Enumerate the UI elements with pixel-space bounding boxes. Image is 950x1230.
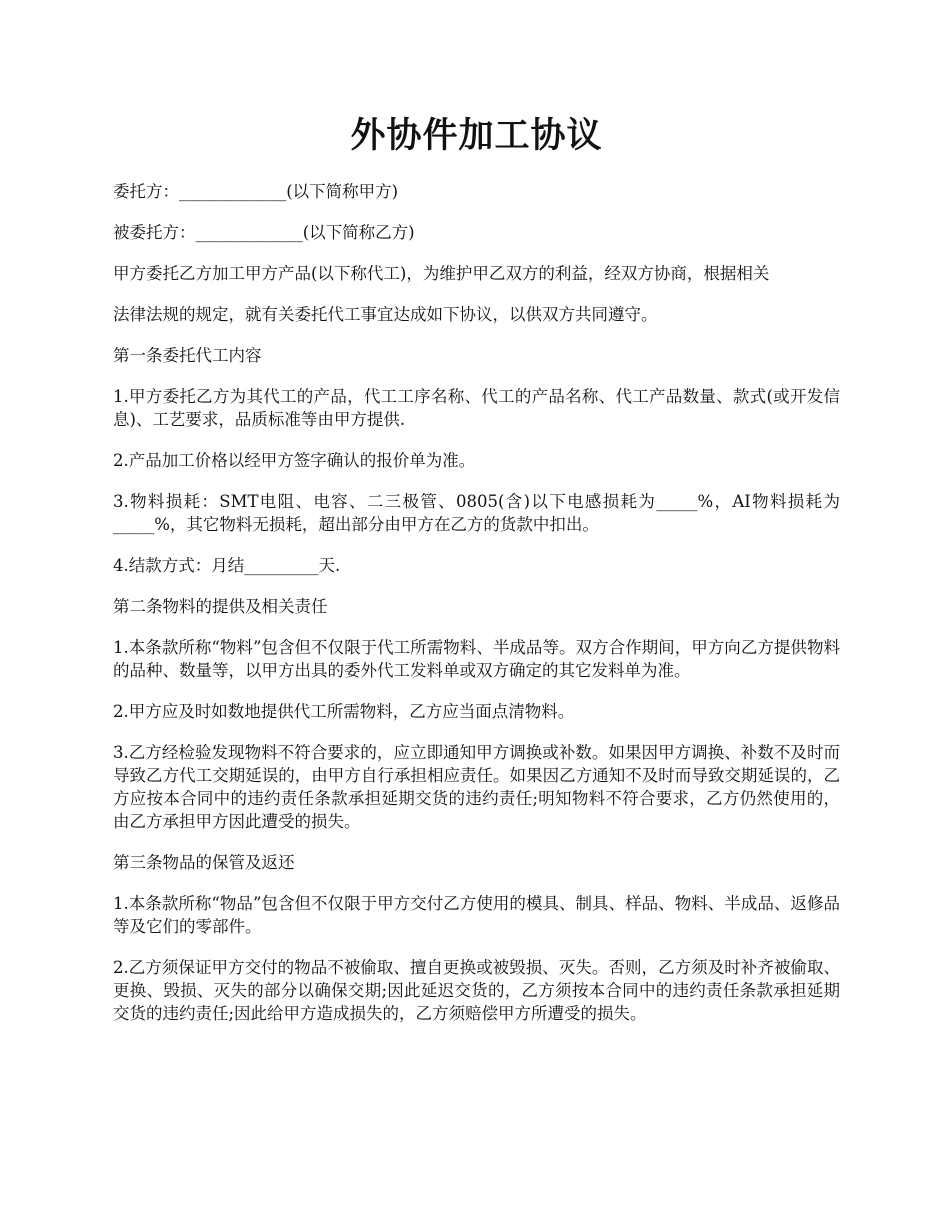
preamble-continuation: 法律法规的规定，就有关委托代工事宜达成如下协议，以供双方共同遵守。 [113, 305, 658, 324]
party-a-line: 委托方：_____________(以下简称甲方) [113, 182, 399, 201]
article-2-heading: 第二条物料的提供及相关责任 [113, 597, 328, 616]
article-2-clause-1: 1.本条款所称“物料”包含但不仅限于代工所需物料、半成品等。双方合作期间，甲方向乙方提供物料的品种、数量等，以甲方出具的委外代工发料单或双方确定的其它发料单为准。 [113, 638, 840, 680]
document-page [113, 0, 840, 1025]
article-3-clause-2: 2.乙方须保证甲方交付的物品不被偷取、擅自更换或被毁损、灭失。否则，乙方须及时补齐被偷取、更换、毁损、灭失的部分以确保交期;因此延迟交货的，乙方须按本合同中的违约责任条款承担延期交货的违约责任;因此给甲方造成损失的，乙方须赔偿甲方所遭受的损失。 [113, 958, 840, 1023]
article-1-clause-1: 1.甲方委托乙方为其代工的产品，代工工序名称、代工的产品名称、代工产品数量、款式(或开发信息)、工艺要求，品质标准等由甲方提供. [113, 387, 840, 429]
article-1-clause-4: 4.结款方式：月结_________天. [113, 556, 341, 575]
party-b-line: 被委托方：_____________(以下简称乙方) [113, 223, 415, 242]
preamble-paragraph: 甲方委托乙方加工甲方产品(以下称代工)，为维护甲乙双方的利益，经双方协商，根据相关 [113, 264, 770, 283]
article-1-clause-3: 3.物料损耗：SMT电阻、电容、二三极管、0805(含)以下电感损耗为_____%，AI物料损耗为_____%，其它物料无损耗，超出部分由甲方在乙方的货款中扣出。 [113, 492, 840, 534]
article-2-clause-2: 2.甲方应及时如数地提供代工所需物料，乙方应当面点清物料。 [113, 702, 575, 721]
article-1-heading: 第一条委托代工内容 [113, 346, 262, 365]
article-2-clause-3: 3.乙方经检验发现物料不符合要求的，应立即通知甲方调换或补数。如果因甲方调换、补数不及时而导致乙方代工交期延误的，由甲方自行承担相应责任。如果因乙方通知不及时而导致交期延误的，乙方应按本合同中的违约责任条款承担延期交货的违约责任;明知物料不符合要求，乙方仍然使用的，由乙方承担甲方因此遭受的损失。 [113, 743, 840, 831]
article-3-clause-1: 1.本条款所称“物品”包含但不仅限于甲方交付乙方使用的模具、制具、样品、物料、半成品、返修品等及它们的零部件。 [113, 894, 840, 936]
document-title: 外协件加工协议 [350, 115, 603, 156]
article-3-heading: 第三条物品的保管及返还 [113, 853, 295, 872]
article-1-clause-2: 2.产品加工价格以经甲方签字确认的报价单为准。 [113, 451, 476, 470]
